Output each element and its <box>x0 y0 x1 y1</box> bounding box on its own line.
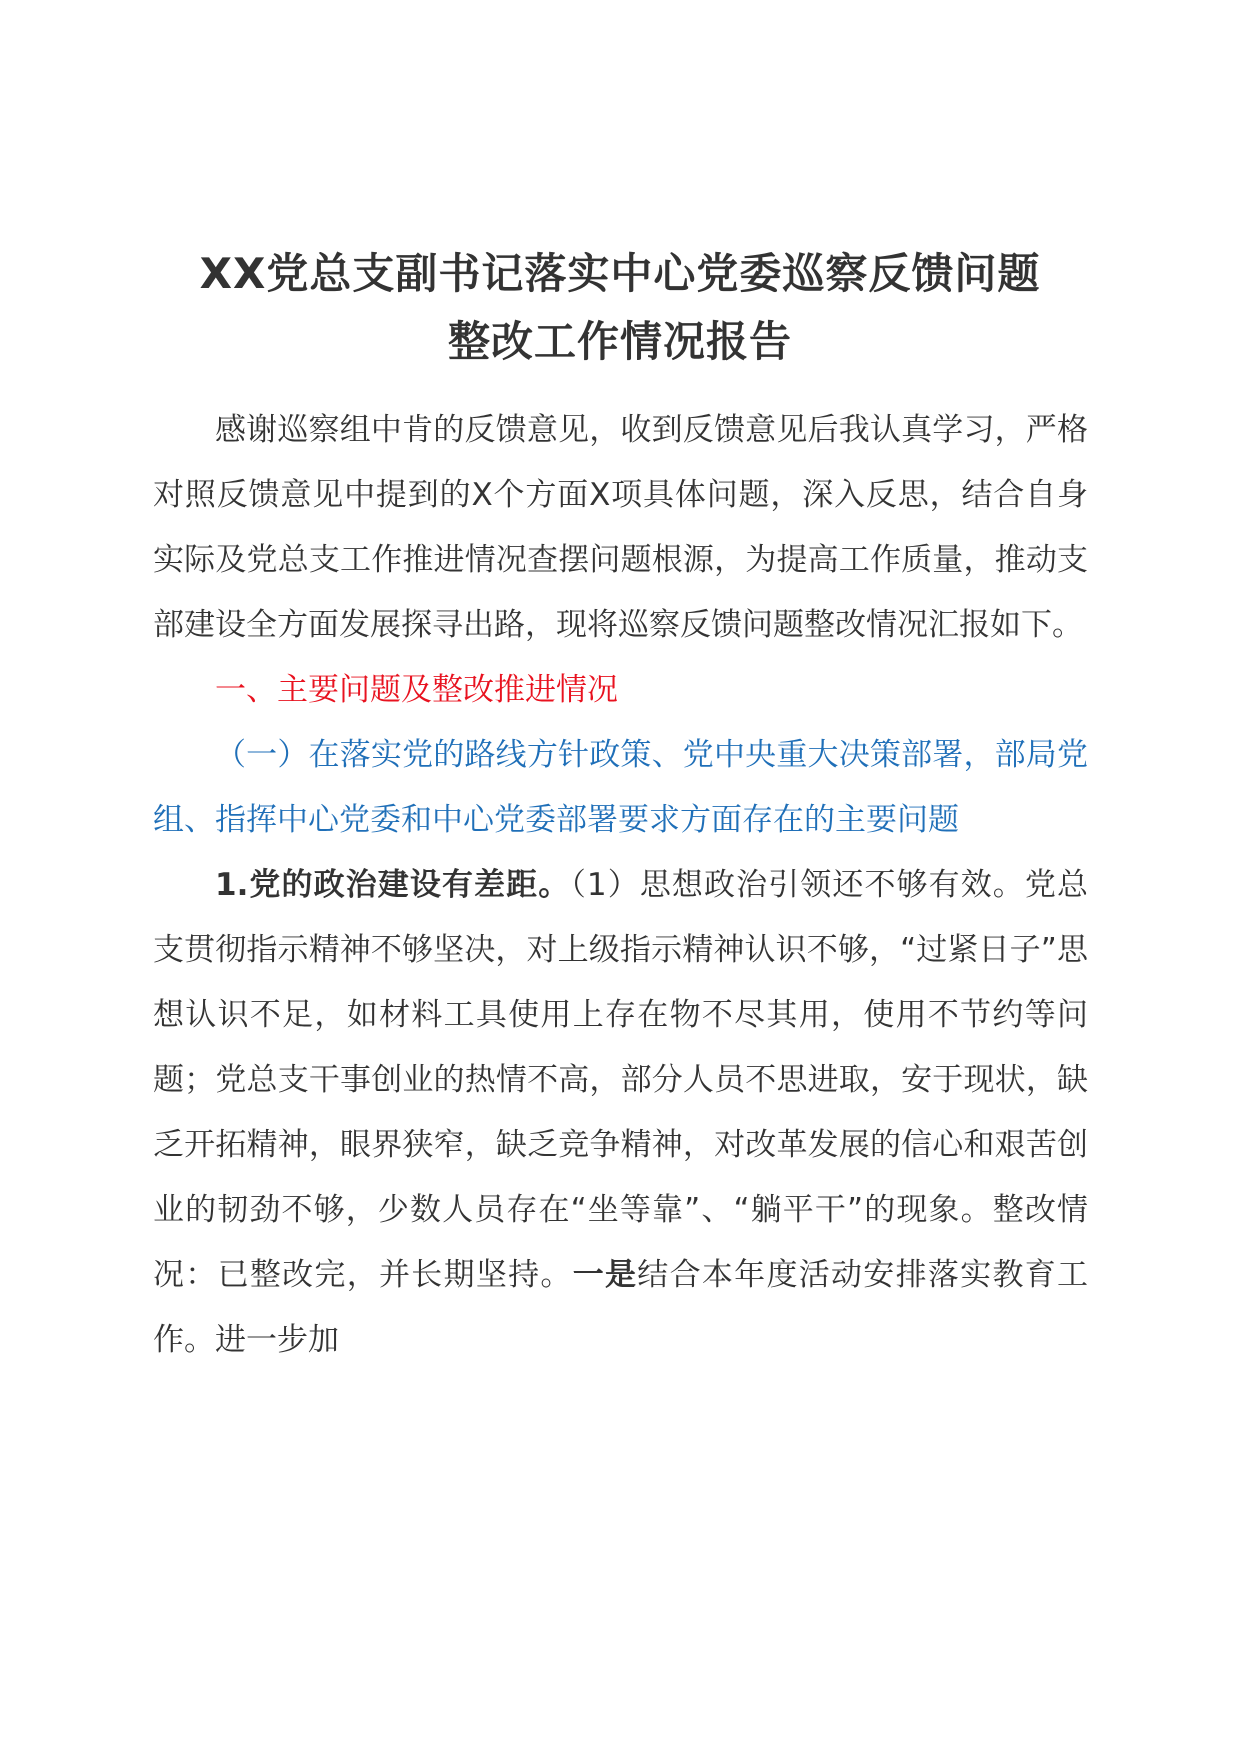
item-1-marker: 一是 <box>572 1257 638 1293</box>
document-title <box>150 240 1090 376</box>
section-heading-1: 一、主要问题及整改推进情况 <box>215 672 618 708</box>
document-body <box>153 398 1088 1373</box>
item-1-text-continued: 结合本年度活动安排落实教育工作。进一步加 <box>153 1257 1089 1358</box>
item-1-title: 1.党的政治建设有差距。 <box>215 867 571 903</box>
subsection-heading-1: （一）在落实党的路线方针政策、党中央重大决策部署，部局党组、指挥中心党委和中心党委部署要求方面存在的主要问题 <box>153 737 1088 838</box>
title-line-1: XX党总支副书记落实中心党委巡察反馈问题 <box>199 249 1041 298</box>
intro-paragraph: 感谢巡察组中肯的反馈意见，收到反馈意见后我认真学习，严格对照反馈意见中提到的X个方面X项具体问题，深入反思，结合自身实际及党总支工作推进情况查摆问题根源，为提高工作质量，推动支部建设全方面发展探寻出路，现将巡察反馈问题整改情况汇报如下。 <box>153 412 1088 643</box>
item-1-paragraph <box>153 853 1088 1373</box>
title-line-2: 整改工作情况报告 <box>447 317 792 366</box>
item-1-text: （1）思想政治引领还不够有效。党总支贯彻指示精神不够坚决，对上级指示精神认识不够，“过紧日子”思想认识不足，如材料工具使用上存在物不尽其用，使用不节约等问题；党总支干事创业的热情不高，部分人员不思进取，安于现状，缺乏开拓精神，眼界狭窄，缺乏竞争精神，对改革发展的信心和艰苦创业的韧劲不够，少数人员存在“坐等靠”、“躺平干”的现象。整改情况：已整改完，并长期坚持。 <box>153 867 1088 1293</box>
